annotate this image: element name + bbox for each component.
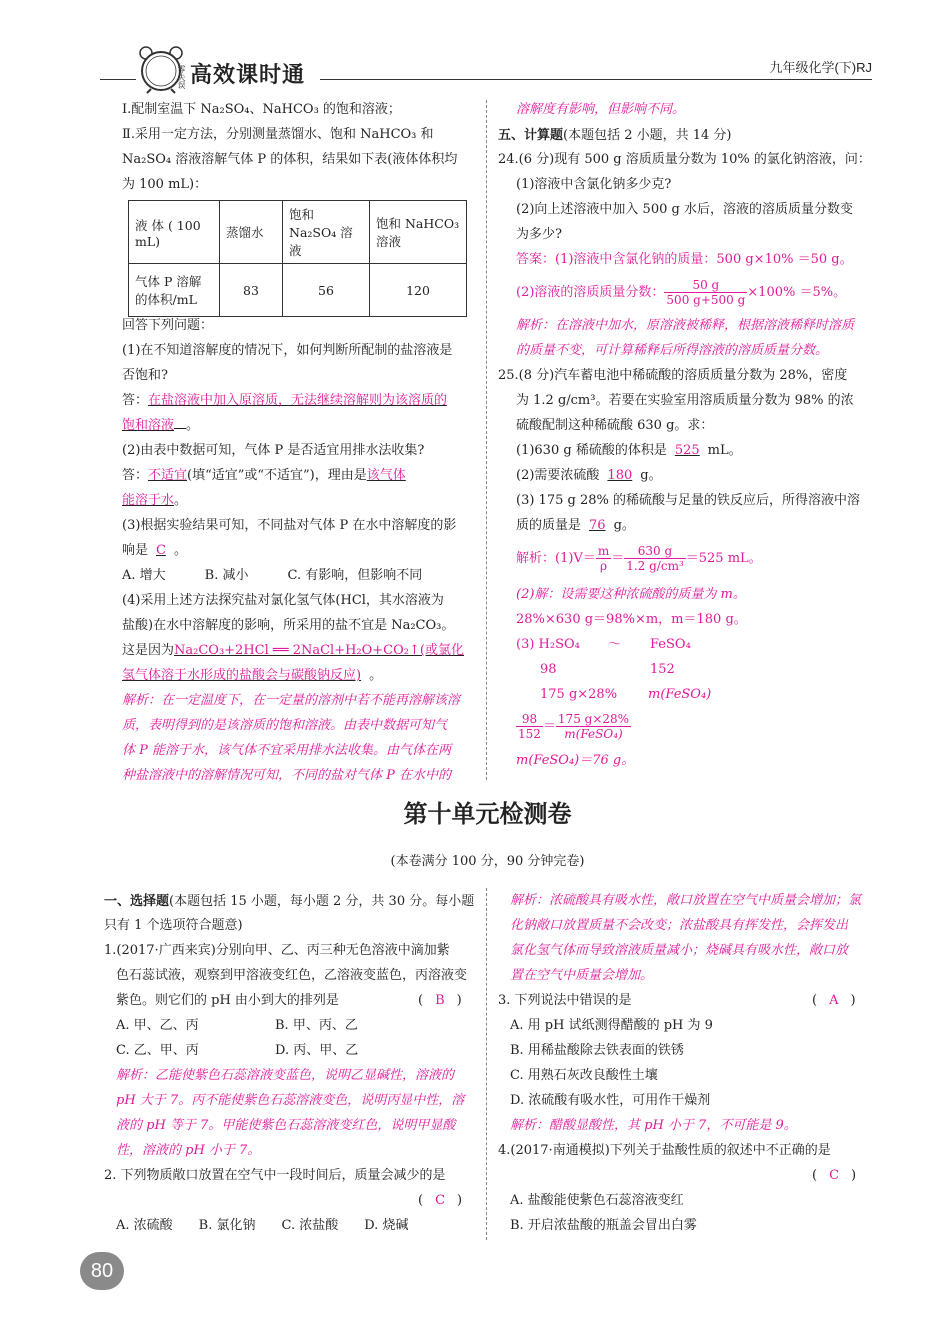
lt-l3: Na₂SO₄ 溶液溶解气体 P 的体积，结果如下表(液体体积均 [122,152,458,167]
lb-e1a: 解析：乙能使紫色石蕊溶液变蓝色，说明乙显碱性，溶液的 [116,1068,455,1083]
rt-q25-3b [516,513,635,538]
lb-q1a: 1.(2017·广西来宾)分别向甲、乙、丙三种无色溶液中滴加紫 [104,943,450,958]
unit-subtitle: (本卷满分 100 分，90 分钟完卷) [390,854,585,869]
a1-answer-line1: 在盐溶液中加入原溶质，无法继续溶解则为该溶质的 [148,393,448,408]
page-number-badge [80,1252,124,1290]
q4b-answer: C [829,1168,840,1183]
lt-q4c [122,638,464,663]
header-right-label: 九年级化学(下)RJ [769,60,872,75]
lb-q1c: 紫色。则它们的 pH 由小到大的排列是 [116,993,339,1008]
e25-1-prefix: 解析：(1)V＝ [516,551,596,566]
lb-q2a: 2. 下列物质敞口放置在空气中一段时间后，质量会减少的是 [104,1168,446,1183]
lt-q1b: 否饱和? [122,368,168,383]
a2-end: 。 [174,493,188,508]
rb-e2b: 化钠敞口放置质量不会改变；浓盐酸具有挥发性，会挥发出 [510,918,849,933]
lt-q2: (2)由表中数据可知，气体 P 是否适宜用排水法收集? [122,443,425,458]
q1-answer: B [435,993,445,1008]
rb-e3: 解析：醋酸显酸性，其 pH 小于 7，不可能是 9。 [510,1118,797,1133]
rb-q4-oA: A. 盐酸能使紫色石蕊溶液变红 [510,1193,684,1208]
table-row-label: 气体 P 溶解的体积/mL [129,264,220,317]
rt-sec5 [498,122,732,148]
clock-text: 零失误 [177,65,186,89]
sec1-note1: (本题包括 15 小题，每小题 2 分，共 30 分。每小题 [169,894,475,909]
a2-mid: (填“适宜”或“不适宜”)，理由是 [187,468,367,483]
rt-e24a: 解析：在溶液中加水，原溶液被稀释，根据溶液稀释时溶质 [516,318,855,333]
e25-1-end: ＝525 mL。 [685,551,762,566]
rt-q24d: 为多少? [516,227,562,242]
lt-exp3: 体 P 能溶于水，该气体不宜采用排水法收集。由气体在两 [122,743,452,758]
a24-2-suffix: ×100% ＝5%。 [747,285,847,300]
e25-frac1-den: ρ [599,559,608,573]
rt-e25-5a: 98 [540,662,557,677]
e25-7-frac2-den: m(FeSO₄) [564,727,623,741]
sec5-note: (本题包括 2 小题，共 14 分) [563,128,732,143]
lt-l2: Ⅱ.采用一定方法，分别测量蒸馏水、饱和 NaHCO₃ 和 [122,127,434,142]
e25-1-eq: ＝ [611,551,625,566]
table-header-na2so4: 饱和 Na₂SO₄ 溶液 [283,201,370,264]
lb-e1d: 性，溶液的 pH 小于 7。 [116,1143,261,1158]
header-rule-left [100,79,136,80]
sec1-title: 一、选择题 [104,893,170,908]
q25-3-answer: 76 [589,518,606,533]
q3b-answer: A [829,993,839,1008]
a2-answer1: 不适宜 [148,468,188,483]
rt-e25-2: (2)解：设需要这种浓硫酸的质量为 m。 [516,587,746,602]
rt-q25b: 为 1.2 g/cm³。若要在实验室用溶质质量分数为 98% 的浓 [516,393,854,408]
table-header-liquid: 液 体 ( 100 mL) [129,201,220,264]
rt-e24b: 的质量不变，可计算稀释后所得溶液的溶质质量分数。 [516,343,829,358]
lb-q1-o3: C. 乙、甲、丙 [116,1043,199,1058]
lt-l4: 为 100 mL)： [122,177,208,192]
header-rule-right [320,79,872,80]
lb-q2-answer-box: ( C ) [418,1193,463,1208]
lt-l1: Ⅰ.配制室温下 Na₂SO₄、NaHCO₃ 的饱和溶液； [122,102,401,117]
e25-7-frac2-num: 175 g×28% [557,712,630,726]
rt-q24c: (2)向上述溶液中加入 500 g 水后，溶液的溶质质量分数变 [516,202,853,217]
rt-a24-1: 答案：(1)溶液中含氯化钠的质量：500 g×10% ＝50 g。 [516,252,853,267]
lt-a1a [122,388,447,413]
q25-2-end: g。 [640,468,662,483]
rt-e25-1 [516,544,762,574]
table-header-nahco3: 饱和 NaHCO₃ 溶液 [370,201,467,264]
rb-q3-oB: B. 用稀盐酸除去铁表面的铁锈 [510,1043,684,1058]
lt-q4d [122,663,382,688]
lt-exp1: 解析：在一定温度下，在一定量的溶剂中若不能再溶解该溶 [122,693,461,708]
rt-q25-2 [516,463,662,488]
rt-e25-8: m(FeSO₄)＝76 g。 [516,753,635,768]
rt-e25-7: $\frac{98}{152}$ ＝ $\frac{175 g\times 28\%}{\text{m(FeSO₄)}}$ [518,712,630,741]
rb-q3-oA: A. 用 pH 试纸测得醋酸的 pH 为 9 [510,1018,713,1033]
q4-end: 。 [369,668,383,683]
q4-answer2: 氢气体溶于水形成的盐酸会与碳酸钠反应) [122,668,362,683]
rb-e2d: 置在空气中质量会增加。 [510,968,654,983]
rb-q4-answer-box: ( C ) [812,1168,857,1183]
rt-q24b: (1)溶液中含氯化钠多少克? [516,177,672,192]
lt-q1a: (1)在不知道溶解度的情况下，如何判断所配制的盐溶液是 [122,343,453,358]
lt-a2b [122,488,187,513]
lt-q3a: (3)根据实验结果可知，不同盐对气体 P 在水中溶解度的影 [122,518,457,533]
rt-q25-3a: (3) 175 g 28% 的稀硫酸与足量的铁反应后，所得溶液中溶 [516,493,860,508]
e25-frac1-num: m [597,544,610,558]
lb-q1-o2: B. 甲、丙、乙 [275,1018,358,1033]
q25-1-answer: 525 [674,443,700,458]
lt-a2a [122,463,406,488]
rt-q24a: 24.(6 分)现有 500 g 溶质质量分数为 10% 的氯化钠溶液，问： [498,152,871,167]
table-header-water: 蒸馏水 [220,201,283,264]
lt-q3b [122,538,187,563]
q4-answer1: Na₂CO₃+2HCl ══ 2NaCl+H₂O+CO₂↑(或氯化 [174,643,464,658]
rb-e2c: 氯化氢气体而导致溶液质量减小；烧碱具有吸水性，敞口放 [510,943,849,958]
table-cell-water: 83 [220,264,283,317]
rb-q3-oD: D. 浓硫酸有吸水性，可用作干燥剂 [510,1093,711,1108]
lt-exp2: 质，表明得到的是该溶质的饱和溶液。由表中数据可知气 [122,718,448,733]
table-cell-na2so4: 56 [283,264,370,317]
page-number: 80 [90,1260,114,1282]
e25-frac2-den: 1.2 g/cm³ [626,559,684,573]
q25-1-end: mL。 [707,443,742,458]
a24-2-prefix: (2)溶液的溶质质量分数： [516,285,665,300]
rb-q3-oC: C. 用熟石灰改良酸性土壤 [510,1068,658,1083]
e25-frac2-num: 630 g [624,544,686,559]
unit-title: 第十单元检测卷 [403,800,572,828]
clock-logo-icon [136,44,186,94]
q3-prefix: 响是 [122,543,149,558]
lt-q4a: (4)采用上述方法探究盐对氯化氢气体(HCl，其水溶液为 [122,593,444,608]
a2-answer2b: 能溶于水 [122,493,175,508]
q4-prefix: 这是因为 [122,643,175,658]
a1-answer-line2: 饱和溶液 [122,418,175,433]
lb-e1c: 液的 pH 等于 7。甲能使紫色石蕊溶液变红色，说明甲显酸 [116,1118,456,1133]
rb-q3: 3. 下列说法中错误的是 [498,993,632,1008]
rt-cont: 溶解度有影响，但影响不同。 [516,102,686,117]
lt-exp4: 种盐溶液中的溶解情况可知，不同的盐对气体 P 在水中的 [122,768,452,783]
a24-2-numerator: 50 g [664,278,747,293]
table-cell-nahco3: 120 [370,264,467,317]
rt-e25-4c: FeSO₄ [650,637,691,652]
q25-1-prefix: (1)630 g 稀硫酸的体积是 [516,443,667,458]
lt-q4b: 盐酸)在水中溶解度的影响，所采用的盐不宜是 Na₂CO₃。 [122,618,455,633]
a1-end: 。 [186,418,200,433]
brand-title: 高效课时通 [190,62,306,87]
column-divider-bottom [486,888,487,1240]
rb-e2a: 解析：浓硫酸具有吸水性，敞口放置在空气中质量会增加；氯 [510,893,862,908]
solubility-table [128,200,467,317]
rt-e25-6a: 175 g×28% [540,687,618,702]
q25-3-end: g。 [613,518,635,533]
q25-3-prefix: 质的质量是 [516,518,582,533]
a2-answer2a: 该气体 [366,468,406,483]
rt-e25-6b: m(FeSO₄) [648,687,712,702]
rt-e25-5b: 152 [650,662,675,677]
rb-q3-answer-box: ( A ) [812,993,856,1008]
rt-a24-2 [516,278,846,307]
lb-sec1 [104,888,474,914]
rb-q4-oB: B. 开启浓盐酸的瓶盖会冒出白雾 [510,1218,697,1233]
rt-q25a: 25.(8 分)汽车蓄电池中稀硫酸的溶质质量分数为 28%，密度 [498,368,848,383]
lb-q1-o1: A. 甲、乙、丙 [116,1018,199,1033]
q3-end: 。 [173,543,187,558]
rt-e25-4a: (3) H₂SO₄ [516,637,580,652]
q2-answer: C [435,1193,446,1208]
a1-prefix: 答： [122,393,149,408]
rt-q25c: 硫酸配制这种稀硫酸 630 g。求： [516,418,714,433]
lb-q1b: 色石蕊试液，观察到甲溶液变红色，乙溶液变蓝色，丙溶液变 [116,968,468,983]
lb-sec1-note2: 只有 1 个选项符合题意) [104,918,243,933]
q25-2-answer: 180 [607,468,633,483]
lb-q1-o4: D. 丙、甲、乙 [275,1043,359,1058]
a24-2-denominator: 500 g+500 g [666,293,746,307]
sec5-title: 五、计算题 [498,127,564,142]
rt-e25-4b: ～ [608,637,622,652]
lb-q1-answer-box: ( B ) [418,993,462,1008]
q25-2-prefix: (2)需要浓硫酸 [516,468,600,483]
rt-q25-1 [516,438,742,463]
lb-q2-options: A. 浓硫酸 B. 氯化钠 C. 浓盐酸 D. 烧碱 [116,1218,409,1233]
lt-q3-options: A. 增大 B. 减小 C. 有影响，但影响不同 [122,568,423,583]
column-divider-top [486,100,487,780]
e25-7-frac1-num: 98 [516,712,543,727]
q3-answer: C [156,543,166,558]
lb-e1b: pH 大于 7。丙不能使紫色石蕊溶液变色，说明丙显中性，溶 [116,1093,465,1108]
a2-prefix: 答： [122,468,149,483]
lt-a1b [122,413,199,438]
rb-q4: 4.(2017·南通模拟)下列关于盐酸性质的叙述中不正确的是 [498,1143,831,1158]
e25-7-frac1-den: 152 [518,727,541,741]
rt-e25-3: 28%×630 g＝98%×m，m＝180 g。 [516,612,747,627]
lt-q: 回答下列问题： [122,318,214,333]
